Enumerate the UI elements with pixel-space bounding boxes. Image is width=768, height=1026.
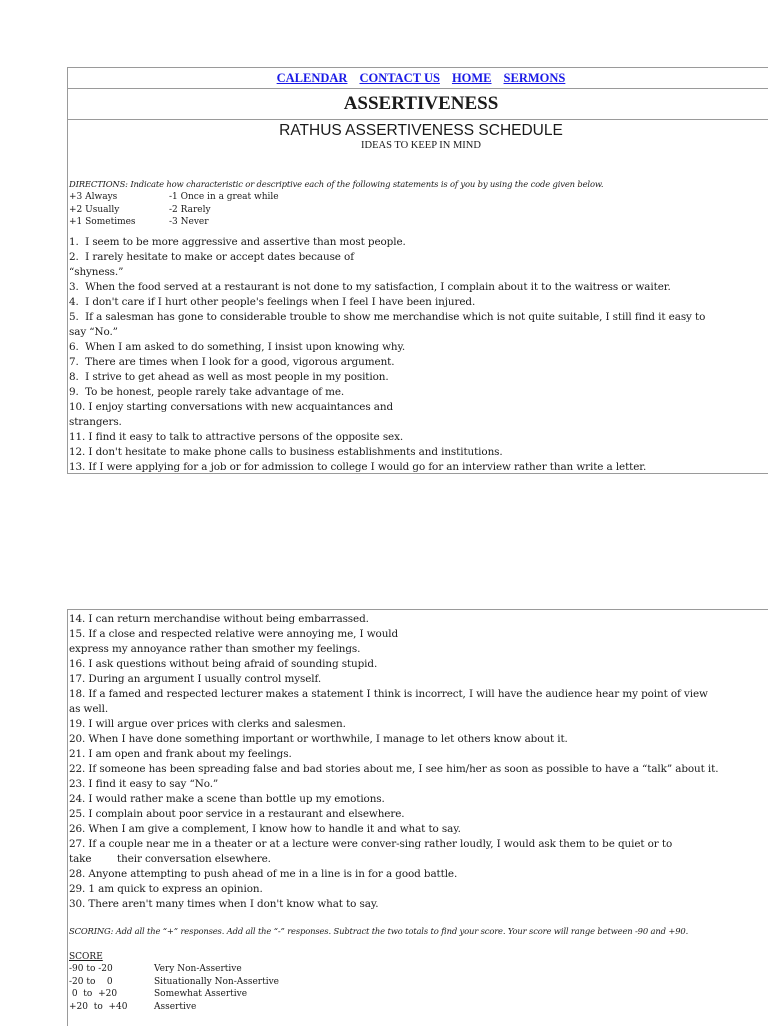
score-range: +20 to +40 — [69, 1001, 128, 1012]
nav-link-sermons[interactable]: SERMONS — [503, 70, 566, 85]
statement-line: 27. If a couple near me in a theater or at a lecture were conver-sing rather loudly, I would ask them to be quiet or to — [69, 838, 673, 850]
code-legend — [69, 191, 768, 229]
statement-line: 2. I rarely hesitate to make or accept dates because of — [69, 250, 354, 263]
statement-line: 12. I don't hesitate to make phone calls to business establishments and institutions. — [69, 445, 503, 458]
code-row — [69, 191, 768, 204]
statement-line: 19. I will argue over prices with clerks and salesmen. — [69, 718, 346, 730]
schedule-title: RATHUS ASSERTIVENESS SCHEDULE — [279, 122, 563, 139]
statement-line: 18. If a famed and respected lecturer makes a statement I think is incorrect, I will have the audience hear my point of view — [69, 688, 708, 700]
content-top — [68, 120, 768, 475]
content-bottom — [68, 610, 768, 1013]
section-box-bottom — [67, 609, 768, 1026]
code-row — [69, 216, 768, 229]
statement-line: 11. I find it easy to talk to attractive persons of the opposite sex. — [69, 430, 404, 443]
statement-line: 28. Anyone attempting to push ahead of me in a line is in for a good battle. — [69, 868, 458, 880]
statement-line: 26. When I am give a complement, I know how to handle it and what to say. — [69, 823, 461, 835]
statement-line: 9. To be honest, people rarely take advantage of me. — [69, 385, 345, 398]
statement-line: 3. When the food served at a restaurant is not done to my satisfaction, I complain about it to the waitress or waiter. — [69, 280, 671, 293]
score-row — [69, 1001, 768, 1014]
title-row — [68, 89, 768, 120]
section-box-top — [67, 67, 768, 474]
score-label: Situationally Non-Assertive — [154, 976, 280, 987]
statement-line: 17. During an argument I usually control myself. — [69, 673, 322, 685]
statement-line: 5. If a salesman has gone to considerable trouble to show me merchandise which is not quite suitable, I still find it easy to — [69, 310, 706, 323]
code-row — [69, 204, 768, 217]
statement-line: 14. I can return merchandise without being embarrassed. — [69, 613, 369, 625]
statement-line: 6. When I am asked to do something, I insist upon knowing why. — [69, 340, 406, 353]
nav-bar — [68, 68, 768, 89]
statement-line: 25. I complain about poor service in a restaurant and elsewhere. — [69, 808, 405, 820]
statement-line: 16. I ask questions without being afraid of sounding stupid. — [69, 658, 378, 670]
score-range: 0 to +20 — [69, 989, 118, 999]
statement-line: 20. When I have done something important or worthwhile, I manage to let others know about it. — [69, 733, 568, 745]
code-negative: -3 Never — [169, 217, 209, 227]
statement-line: 23. I find it easy to say “No.” — [69, 778, 219, 790]
statement-line: 30. There aren't many times when I don't know what to say. — [69, 898, 379, 910]
statement-list-2 — [69, 612, 768, 912]
statement-line: 29. 1 am quick to express an opinion. — [69, 883, 263, 895]
score-range: -90 to -20 — [69, 964, 113, 974]
scoring-text: SCORING: Add all the “+” responses. Add all the “-” responses. Subtract the two totals to find your score. Your score will range between -90 and +90. — [69, 926, 689, 936]
statement-line: 15. If a close and respected relative were annoying me, I would — [69, 628, 399, 640]
statement-line: 7. There are times when I look for a good, vigorous argument. — [69, 355, 395, 368]
statement-line: take their conversation elsewhere. — [69, 853, 271, 865]
nav-link-contact-us[interactable]: CONTACT US — [359, 70, 440, 85]
statement-line: express my annoyance rather than smother my feelings. — [69, 643, 361, 655]
statement-line: 1. I seem to be more aggressive and assertive than most people. — [69, 235, 406, 248]
code-positive: +1 Sometimes — [69, 217, 136, 227]
score-label: Assertive — [154, 1001, 197, 1012]
score-range: -20 to 0 — [69, 976, 113, 987]
code-positive: +3 Always — [69, 192, 118, 202]
ideas-heading: IDEAS TO KEEP IN MIND — [361, 140, 481, 151]
score-row — [69, 976, 768, 989]
statement-line: “shyness.” — [69, 265, 124, 278]
statement-line: 10. I enjoy starting conversations with new acquaintances and — [69, 400, 394, 413]
statement-line: say “No.” — [69, 325, 118, 338]
statement-line: 21. I am open and frank about my feelings. — [69, 748, 292, 760]
statement-line: strangers. — [69, 415, 122, 428]
score-row — [69, 963, 768, 976]
statement-list-1 — [69, 235, 768, 475]
statement-line: 4. I don't care if I hurt other people's feelings when I feel I have been injured. — [69, 295, 476, 308]
code-negative: -2 Rarely — [169, 204, 211, 215]
statement-line: 24. I would rather make a scene than bottle up my emotions. — [69, 793, 385, 805]
statement-line: 8. I strive to get ahead as well as most people in my position. — [69, 370, 389, 383]
directions-text: DIRECTIONS: Indicate how characteristic or descriptive each of the following statements is of you by using the code given below. — [69, 179, 604, 189]
nav-link-calendar[interactable]: CALENDAR — [276, 70, 348, 85]
score-heading: SCORE — [69, 952, 103, 962]
score-row — [69, 988, 768, 1001]
code-positive: +2 Usually — [69, 204, 120, 215]
statement-line: as well. — [69, 703, 109, 715]
page-title: ASSERTIVENESS — [343, 93, 499, 114]
statement-line: 22. If someone has been spreading false and bad stories about me, I see him/her as soon as possible to have a “talk” about it. — [69, 763, 719, 775]
code-negative: -1 Once in a great while — [169, 192, 279, 202]
score-label: Somewhat Assertive — [154, 989, 248, 999]
score-table — [69, 963, 768, 1013]
nav-link-home[interactable]: HOME — [451, 70, 492, 85]
score-label: Very Non-Assertive — [154, 964, 242, 974]
statement-line: 13. If I were applying for a job or for admission to college I would go for an interview rather than write a letter. — [69, 460, 647, 473]
